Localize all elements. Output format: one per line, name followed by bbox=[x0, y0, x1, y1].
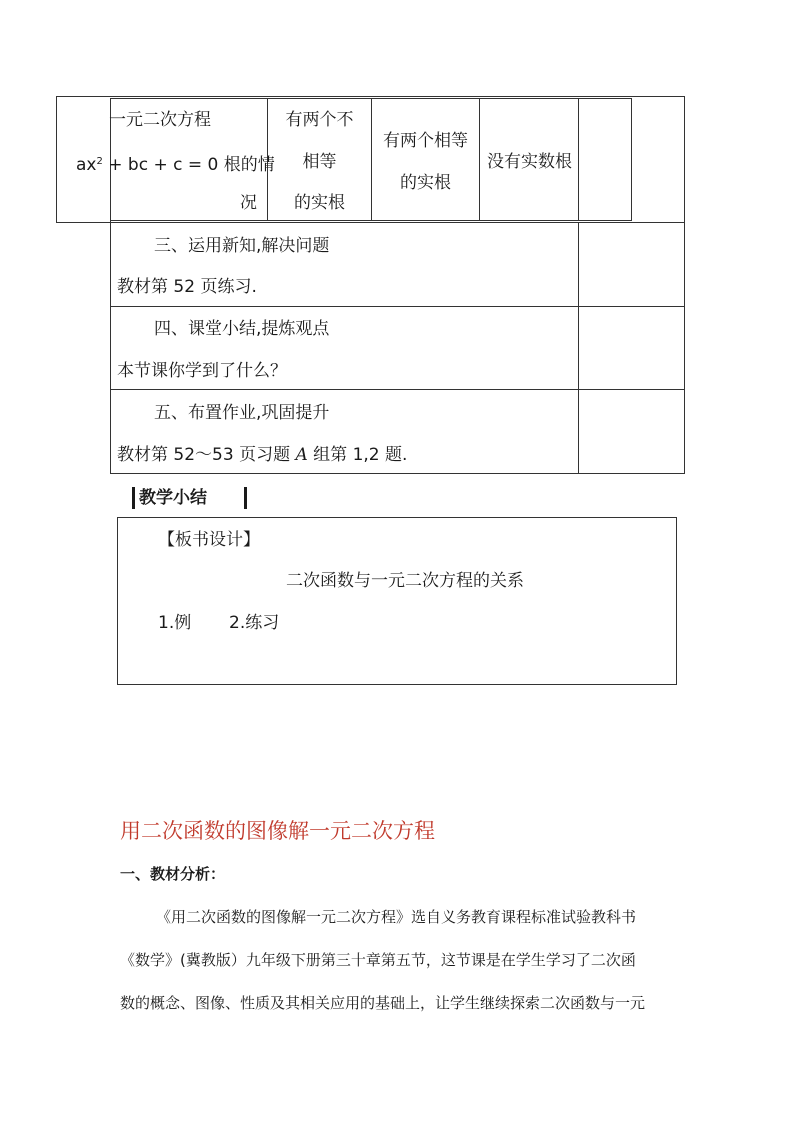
step5-title: 五、布置作业,巩固提升 bbox=[154, 403, 330, 423]
table-border bbox=[110, 306, 685, 307]
paragraph-line-3: 数的概念、图像、性质及其相关应用的基础上，让学生继续探索二次函数与一元 bbox=[120, 994, 646, 1012]
paragraph-line-2: 《数学》(冀教版）九年级下册第三十章第五节，这节课是在学生学习了二次函 bbox=[120, 951, 636, 969]
table-border bbox=[371, 98, 372, 221]
case-equal-roots-line1: 有两个相等 bbox=[383, 131, 468, 151]
case-distinct-roots-line2: 相等 bbox=[302, 152, 337, 172]
table-border bbox=[631, 98, 632, 221]
table-border bbox=[578, 98, 579, 221]
header-equation bbox=[76, 152, 275, 175]
header-line-1: 一元二次方程 bbox=[109, 110, 211, 130]
table-border bbox=[56, 96, 57, 222]
step4-title: 四、课堂小结,提炼观点 bbox=[154, 319, 330, 339]
board-label: 【板书设计】 bbox=[158, 530, 260, 550]
step4-body: 本节课你学到了什么？ bbox=[117, 361, 287, 381]
step5-body-pre: 教材第 52～53 页习题 bbox=[117, 445, 296, 465]
case-distinct-roots-line1: 有两个不 bbox=[285, 110, 354, 130]
lesson-title: 用二次函数的图像解一元二次方程 bbox=[120, 819, 435, 843]
table-border bbox=[578, 222, 579, 474]
case-equal-roots-line2: 的实根 bbox=[400, 173, 451, 193]
header-line-3: 况 bbox=[240, 193, 257, 213]
board-title: 二次函数与一元二次方程的关系 bbox=[286, 571, 524, 591]
step5-body bbox=[117, 445, 407, 465]
board-item-2: 2.练习 bbox=[229, 613, 280, 633]
step3-body: 教材第 52 页练习. bbox=[117, 277, 257, 297]
table-border bbox=[56, 96, 685, 97]
board-design-box bbox=[117, 517, 677, 685]
paragraph-line-1: 《用二次函数的图像解一元二次方程》选自义务教育课程标准试验教科书 bbox=[156, 908, 637, 926]
table-border bbox=[110, 473, 685, 474]
step3-title: 三、运用新知,解决问题 bbox=[154, 236, 330, 256]
case-distinct-roots-line3: 的实根 bbox=[294, 193, 345, 213]
table-border bbox=[110, 389, 685, 390]
equation-exponent: 2 bbox=[96, 156, 103, 167]
step5-body-post: 组第 1,2 题. bbox=[307, 445, 408, 465]
board-item-1: 1.例 bbox=[158, 613, 192, 633]
header-suffix: 根的情 bbox=[223, 155, 275, 175]
case-no-real-roots: 没有实数根 bbox=[487, 152, 572, 172]
section-heading: 一、教材分析： bbox=[120, 865, 226, 883]
table-border bbox=[684, 96, 685, 474]
table-border bbox=[56, 222, 685, 223]
table-border bbox=[479, 98, 480, 221]
step5-body-italic: A bbox=[295, 445, 308, 465]
summary-heading-text: 教学小结 bbox=[139, 488, 207, 508]
heading-bar-right bbox=[244, 487, 247, 509]
equation-a: ax bbox=[76, 155, 97, 175]
equation-rest: + bc + c = 0 bbox=[102, 155, 219, 175]
heading-bar-left bbox=[132, 487, 135, 509]
